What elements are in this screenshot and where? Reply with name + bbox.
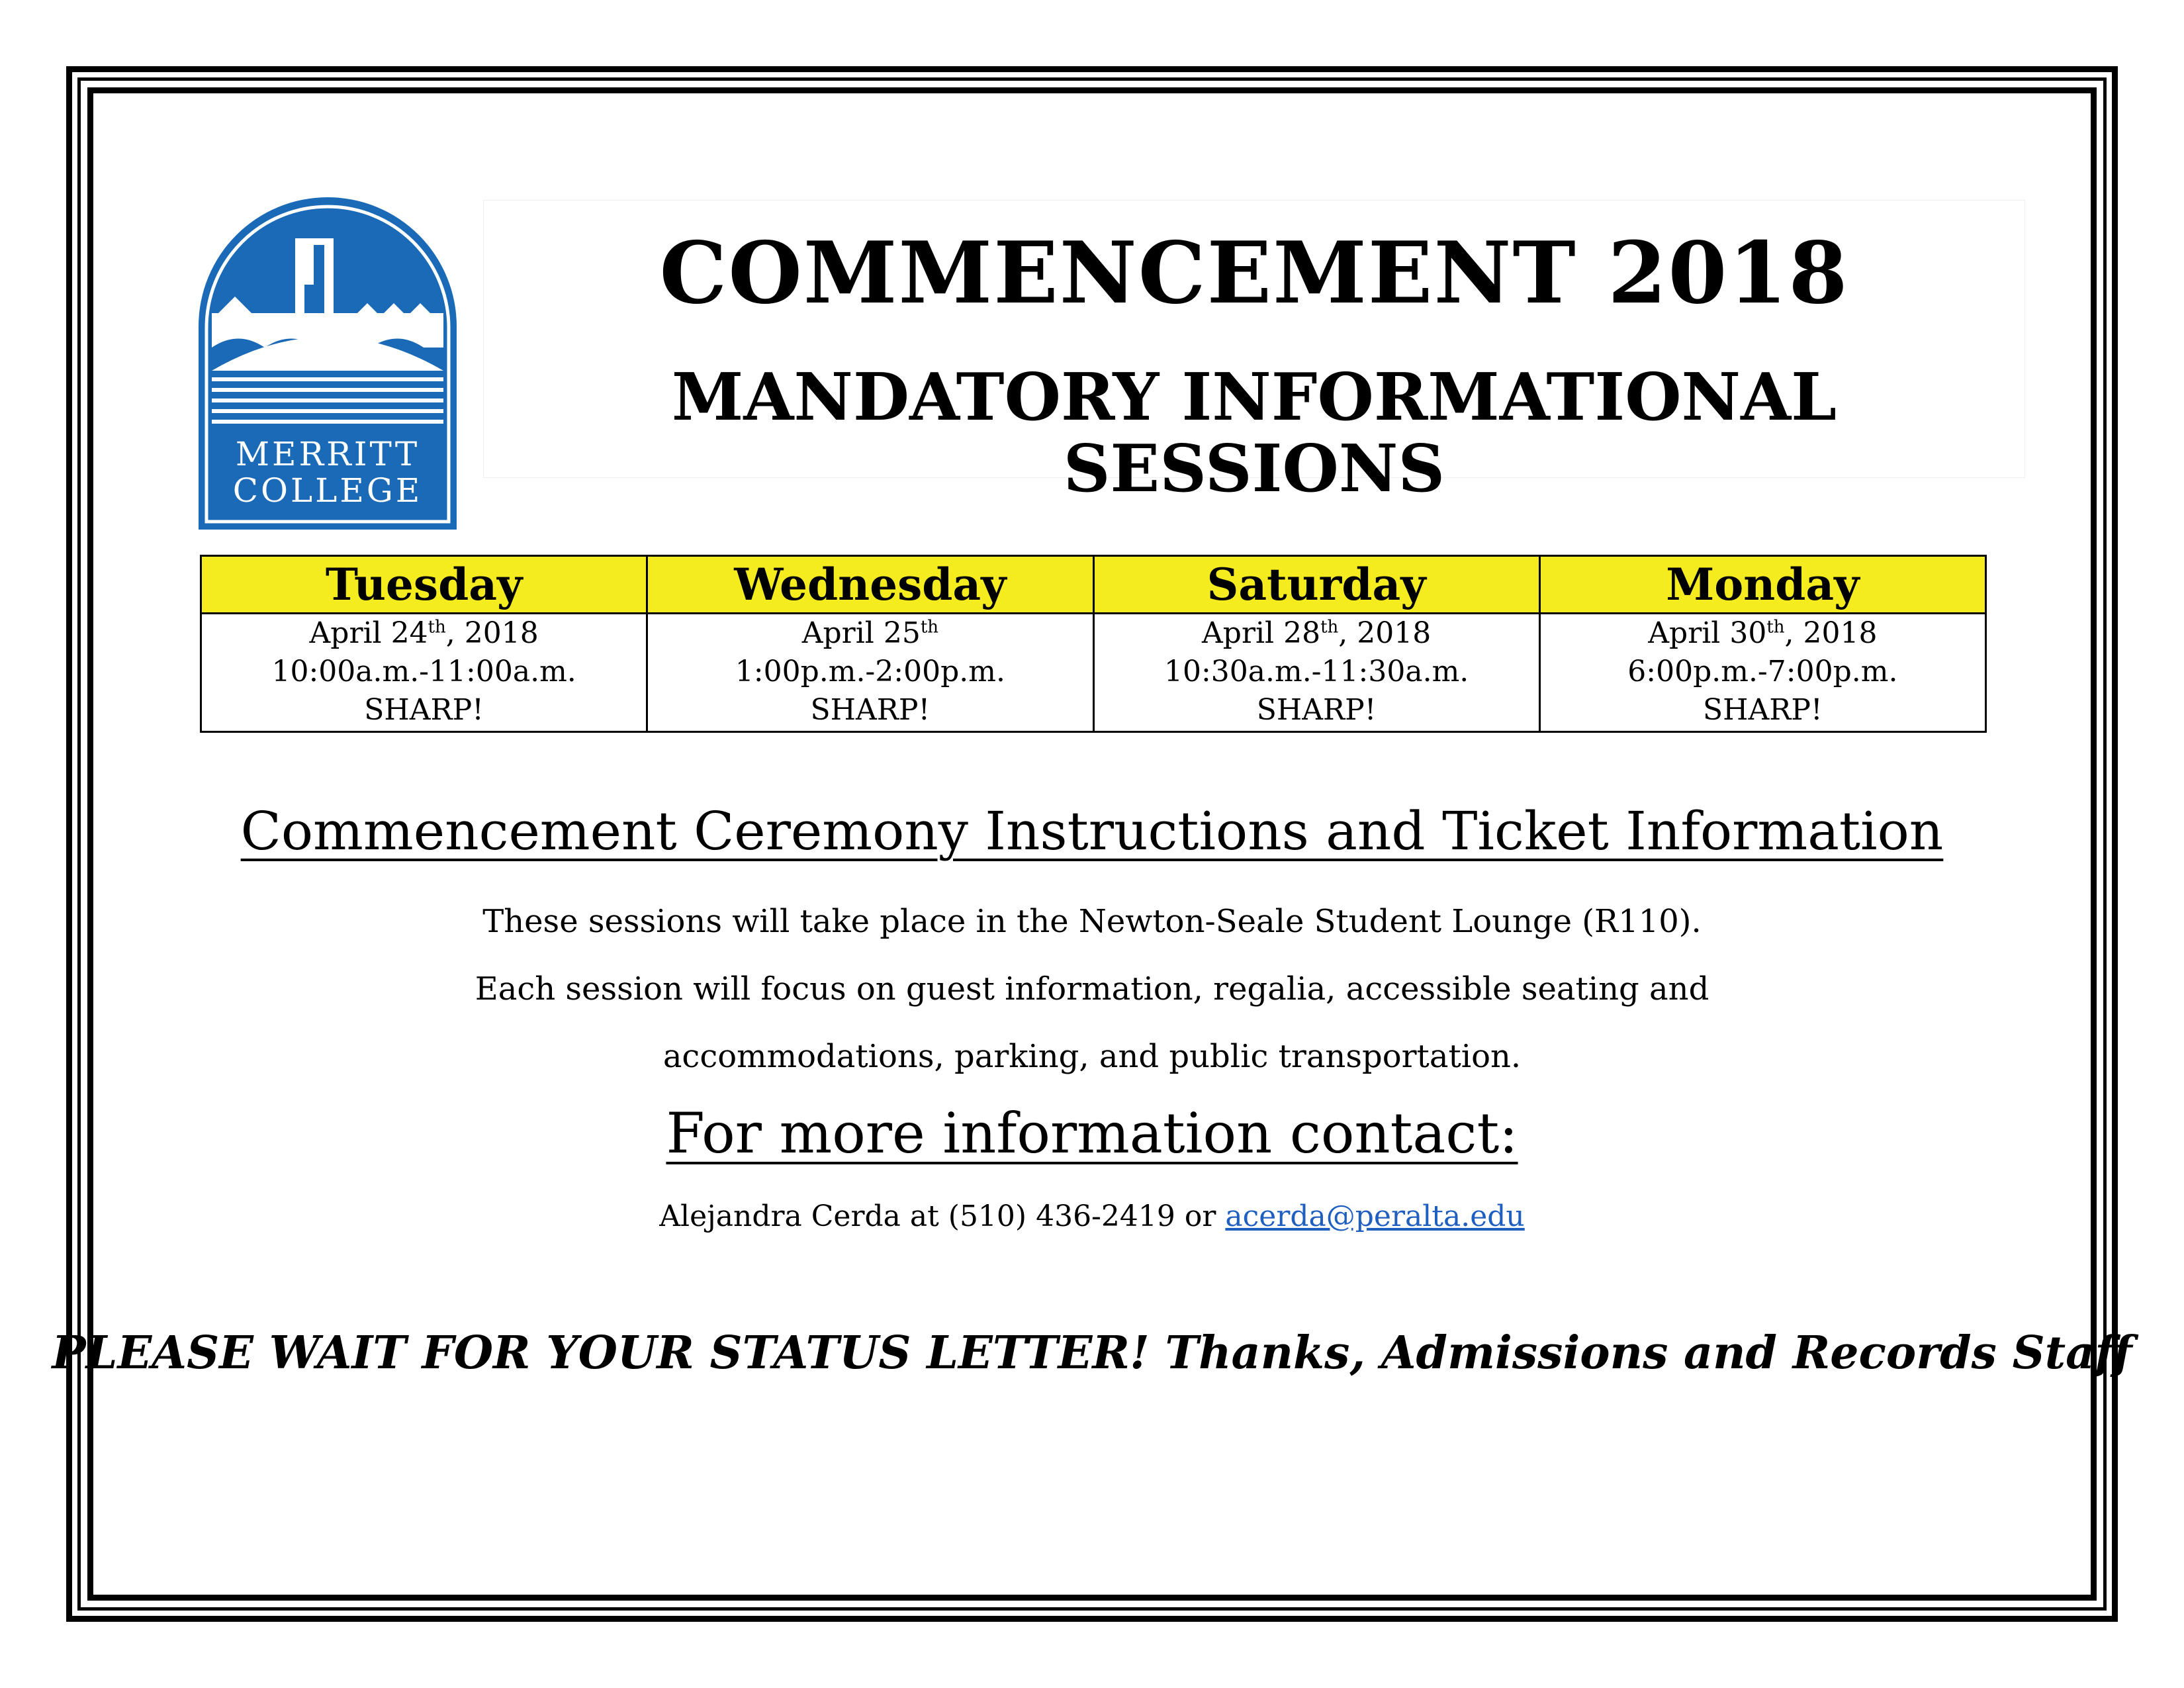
date-suffix: th — [1320, 617, 1339, 637]
logo-line2: COLLEGE — [232, 471, 423, 510]
instructions-heading-text: Commencement Ceremony Instructions and Ticket Information — [240, 800, 1944, 862]
session-note: SHARP! — [1256, 693, 1377, 727]
contact-text: Alejandra Cerda at (510) 436-2419 or — [659, 1199, 1226, 1233]
page-subtitle: MANDATORY INFORMATIONAL SESSIONS — [671, 359, 1837, 507]
date-year: , 2018 — [1784, 616, 1878, 650]
footer-message: PLEASE WAIT FOR YOUR STATUS LETTER! Thanks, Admissions and Records Staff — [52, 1327, 2132, 1380]
day-header: Tuesday — [201, 556, 647, 614]
date-main: April 30 — [1648, 616, 1767, 650]
session-time: 10:00a.m.-11:00a.m. — [271, 655, 576, 688]
day-header: Monday — [1539, 556, 1985, 614]
instructions-line: Each session will focus on guest information, regalia, accessible seating and — [475, 970, 1709, 1008]
session-note: SHARP! — [810, 693, 931, 727]
schedule-detail-row — [201, 614, 1986, 732]
session-date — [1541, 614, 1985, 653]
instructions-line: accommodations, parking, and public transportation. — [662, 1038, 1522, 1075]
date-suffix: th — [1766, 617, 1785, 637]
session-date — [648, 614, 1092, 653]
date-main: April 24 — [309, 616, 428, 650]
logo-line1: MERRITT — [235, 435, 420, 473]
session-date — [202, 614, 646, 653]
session-cell — [1539, 614, 1985, 732]
session-cell — [201, 614, 647, 732]
date-main: April 25 — [801, 616, 921, 650]
session-note: SHARP! — [1703, 693, 1823, 727]
college-logo-graphic — [199, 197, 457, 530]
date-suffix: th — [428, 617, 446, 637]
session-note: SHARP! — [364, 693, 484, 727]
session-cell — [1093, 614, 1539, 732]
email-link[interactable]: acerda@peralta.edu — [1225, 1199, 1525, 1233]
contact-heading-text: For more information contact: — [666, 1101, 1518, 1166]
instructions-line: These sessions will take place in the Newton-Seale Student Lounge (R110). — [482, 903, 1702, 940]
session-cell — [647, 614, 1093, 732]
contact-heading — [0, 1100, 2184, 1167]
date-year: , 2018 — [445, 616, 539, 650]
session-time: 10:30a.m.-11:30a.m. — [1163, 655, 1469, 688]
session-time: 6:00p.m.-7:00p.m. — [1627, 655, 1898, 688]
merritt-college-logo — [199, 197, 457, 530]
contact-line — [0, 1197, 2184, 1237]
day-header: Saturday — [1093, 556, 1539, 614]
date-suffix: th — [920, 617, 939, 637]
session-date — [1095, 614, 1539, 653]
session-schedule-table — [200, 555, 1987, 733]
title-block — [483, 200, 2025, 507]
date-year: , 2018 — [1338, 616, 1432, 650]
schedule-header-row — [201, 556, 1986, 614]
instructions-heading — [0, 800, 2184, 863]
date-main: April 28 — [1202, 616, 1321, 650]
day-header: Wednesday — [647, 556, 1093, 614]
session-time: 1:00p.m.-2:00p.m. — [735, 655, 1005, 688]
page-title: COMMENCEMENT 2018 — [659, 224, 1849, 323]
